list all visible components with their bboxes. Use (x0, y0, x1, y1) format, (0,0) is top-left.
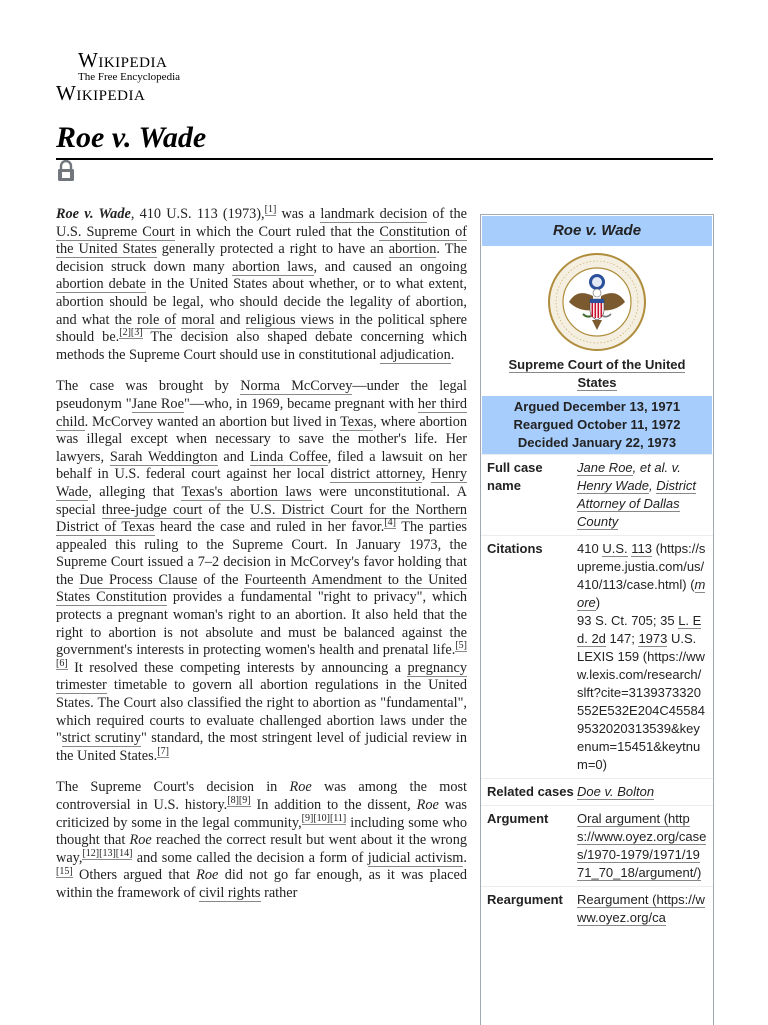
link-moral[interactable]: moral (181, 311, 215, 328)
decided-date: Decided January 22, 1973 (517, 435, 677, 450)
text: including some who thought that (56, 814, 467, 849)
link-norma-mccorvey[interactable]: Norma McCorvey (240, 378, 353, 395)
link-abortion-debate[interactable]: abortion debate (56, 276, 146, 293)
link-more[interactable]: more (577, 577, 706, 610)
ref-link[interactable]: [2][3] (119, 327, 143, 339)
text: reached the correct result but went about it the wrong way, (56, 832, 467, 866)
reargued-date: Reargued October 11, 1972 (513, 417, 681, 432)
link-led2d[interactable]: L. Ed. 2d (577, 613, 702, 646)
text: were unconstitutional. A special (56, 483, 467, 518)
link-texas-abortion-laws[interactable]: Texas's abortion laws (181, 483, 312, 500)
lead-term: Roe v. Wade (56, 206, 131, 222)
text: The Supreme Court's decision in (56, 779, 290, 796)
text: Roe (289, 779, 312, 796)
text: —under the legal pseudonym " (56, 378, 467, 412)
text: in the United States about whether, or to what extent, abortion should be legal, who should decide the legality of abortion, and what the (56, 276, 467, 328)
text: Roe (129, 832, 152, 849)
link-henry-wade[interactable]: Henry Wade (56, 466, 468, 500)
text: of the (427, 206, 467, 222)
text: "—who, in 1969, became pregnant with (183, 395, 418, 412)
court-name[interactable]: Supreme Court of the United States (508, 357, 686, 390)
text: . McCorvey wanted an abortion but lived in (84, 413, 341, 430)
text: It resolved these competing interests by announcing a (67, 659, 408, 676)
text: was a (276, 206, 321, 222)
text: (https://supreme.justia.com/us/410/113/case.html) ( (577, 541, 706, 592)
text: " standard, the most stringent level of judicial review in the United States. (56, 730, 467, 764)
text: U.S. LEXIS 159 (https://www.lexis.com/research/slft?cite=3139373320552E532E204C455849532020313539&keyenum=15451&keytnum=0) (577, 631, 705, 772)
text: , (649, 478, 657, 493)
link-sarah-weddington[interactable]: Sarah Weddington (109, 448, 218, 465)
text: 93 S. Ct. 705; 35 (577, 613, 679, 628)
text: heard the case and ruled in her favor. (154, 519, 385, 536)
ref-link[interactable]: [9][10][11] (301, 812, 347, 824)
link-district-attorney[interactable]: district attorney (330, 466, 422, 483)
link-us[interactable]: U.S. (602, 541, 628, 556)
text: in which the Court ruled that the (174, 223, 380, 240)
text: , filed a lawsuit on her behalf in U.S. federal court against her local (56, 448, 468, 483)
link-henry-wade[interactable]: Henry Wade (577, 478, 650, 493)
text: did not go far enough, as it was placed within the framework of (56, 867, 467, 901)
row-value (577, 891, 711, 927)
ref-link[interactable]: [15] (56, 865, 73, 877)
link-oral-argument[interactable]: Oral argument (https://www.oyez.org/cases/1970-1979/1971/1971_70_18/argument/) (577, 811, 707, 880)
ref-link[interactable]: [5][6] (56, 640, 467, 670)
row-reargument (481, 886, 713, 931)
paragraph-3 (56, 779, 467, 902)
link-abortion[interactable]: abortion (388, 241, 437, 258)
row-label: Related cases (487, 784, 574, 799)
link-adjudication[interactable]: adjudication (380, 346, 451, 363)
link-texas[interactable]: Texas (340, 413, 374, 430)
link-supreme-court[interactable]: U.S. Supreme Court (56, 223, 175, 240)
ref-link[interactable]: [8][9] (227, 795, 251, 807)
ref-link[interactable]: [12][13][14] (82, 848, 133, 860)
infobox-title: Roe v. Wade (482, 216, 712, 246)
link-role-of[interactable]: role of (137, 311, 177, 328)
text: The case was brought by (56, 378, 241, 395)
row-label: Reargument (487, 892, 563, 907)
row-value (577, 540, 711, 774)
infobox-court-link[interactable] (481, 352, 713, 396)
text: was criticized by some in the legal community, (56, 797, 467, 831)
paragraph-2 (56, 378, 467, 765)
row-argument (481, 805, 713, 886)
link-due-process-clause[interactable]: Due Process Clause (79, 571, 198, 588)
link-strict-scrutiny[interactable]: strict scrutiny (61, 730, 141, 747)
text: , et al. v. (632, 460, 681, 475)
infobox-dates (482, 396, 712, 454)
link-1973[interactable]: 1973 (638, 631, 668, 646)
text: and some called the decision a form of (132, 849, 368, 866)
lock-icon[interactable] (56, 160, 76, 182)
text: 410 (577, 541, 603, 556)
text: Roe (416, 797, 439, 813)
text: . (450, 346, 455, 363)
ref-link[interactable]: [4] (384, 517, 397, 529)
link-jane-roe[interactable]: Jane Roe (131, 395, 184, 412)
paragraph-1 (56, 206, 467, 364)
logo-tagline: The Free Encyclopedia (78, 71, 181, 83)
text: and (214, 311, 246, 328)
link-fourteenth-amendment[interactable]: Fourteenth Amendment to the United States Constitution (56, 571, 467, 606)
row-label: Argument (487, 811, 549, 826)
text: , (421, 466, 432, 483)
text: was among the most controversial in U.S. history. (56, 779, 468, 813)
text: , alleging that (88, 483, 182, 500)
link-religious-views[interactable]: religious views (245, 311, 334, 328)
text: In addition to the dissent, (250, 797, 417, 813)
link-reargument[interactable]: Reargument (https://www.oyez.org/ca (577, 892, 705, 925)
link-three-judge-court[interactable]: three-judge court (101, 501, 203, 518)
text: The parties appealed this ruling to the Supreme Court. In January 1973, the Supreme Court issued a 7–2 decision in McCorvey's favor holding that the (56, 519, 467, 588)
link-her-third-child[interactable]: her third child (56, 395, 467, 430)
row-value (577, 783, 711, 801)
text: of the (197, 571, 245, 588)
row-full-case-name (481, 454, 713, 535)
argued-date: Argued December 13, 1971 (513, 399, 681, 414)
text: Others argued that (72, 867, 197, 884)
link-linda-coffee[interactable]: Linda Coffee (249, 448, 328, 465)
text: 147; (605, 631, 639, 646)
text: provides a fundamental "right to privacy", which protects a pregnant woman's right to an abortion. It also held that the right to abortion is not absolute and must be balanced against the government's interests in protecting women's health and prenatal life. (56, 589, 467, 659)
link-constitution[interactable]: Constitution of the United States (56, 223, 468, 258)
row-value (577, 810, 711, 882)
row-label: Full case name (487, 460, 543, 493)
link-district-attorney-dallas[interactable]: District Attorney of Dallas County (577, 478, 696, 529)
wikipedia-logo[interactable] (56, 50, 216, 104)
link-jane-roe[interactable]: Jane Roe (577, 460, 633, 475)
text: in the political sphere should be. (56, 311, 468, 346)
text: and (217, 448, 250, 465)
link-pregnancy-trimester[interactable]: pregnancy trimester (56, 659, 467, 694)
row-label: Citations (487, 541, 543, 556)
article-body (56, 206, 467, 917)
row-citations (481, 535, 713, 778)
ref-link[interactable]: [7] (157, 746, 169, 758)
link-judicial-activism[interactable]: judicial activism (367, 849, 464, 866)
text: . The decision struck down many (56, 241, 467, 275)
row-value (577, 459, 711, 531)
link-abortion-laws[interactable]: abortion laws (232, 258, 314, 275)
supreme-court-seal-icon[interactable] (547, 252, 647, 352)
logo-wordmark-top: Wikipedia (78, 48, 168, 72)
text: of the (202, 501, 250, 518)
text: , and caused an ongoing (313, 258, 467, 275)
page-title: Roe v. Wade (56, 118, 713, 160)
ref-link[interactable]: [1] (264, 204, 277, 216)
infobox (480, 214, 714, 1025)
link-doe-v-bolton[interactable]: Doe v. Bolton (577, 784, 655, 799)
text: rather (260, 884, 298, 901)
link-district-court-texas[interactable]: U.S. District Court for the Northern District of Texas (56, 501, 467, 536)
text: . (463, 849, 467, 866)
text: Roe (196, 867, 219, 884)
link-landmark-decision[interactable]: landmark decision (320, 206, 428, 222)
logo-wordmark-bottom: Wikipedia (56, 81, 146, 105)
link-civil-rights[interactable]: civil rights (198, 884, 261, 901)
text: timetable to govern all abortion regulations in the United States. The Court also classified the right to abortion as "fundamental", which required courts to evaluate challenged abortion laws under the " (56, 677, 467, 747)
text: , 410 U.S. 113 (1973), (130, 206, 265, 222)
link-113[interactable]: 113 (631, 541, 652, 556)
row-related-cases (481, 778, 713, 805)
text: ) (595, 595, 601, 610)
text: , where abortion was illegal except when necessary to save the mother's life. Her lawyers, (56, 413, 467, 465)
text: The decision also shaped debate concerning which methods the Supreme Court should use in constitutional (56, 329, 467, 363)
text: generally protected a right to have an (156, 241, 389, 258)
